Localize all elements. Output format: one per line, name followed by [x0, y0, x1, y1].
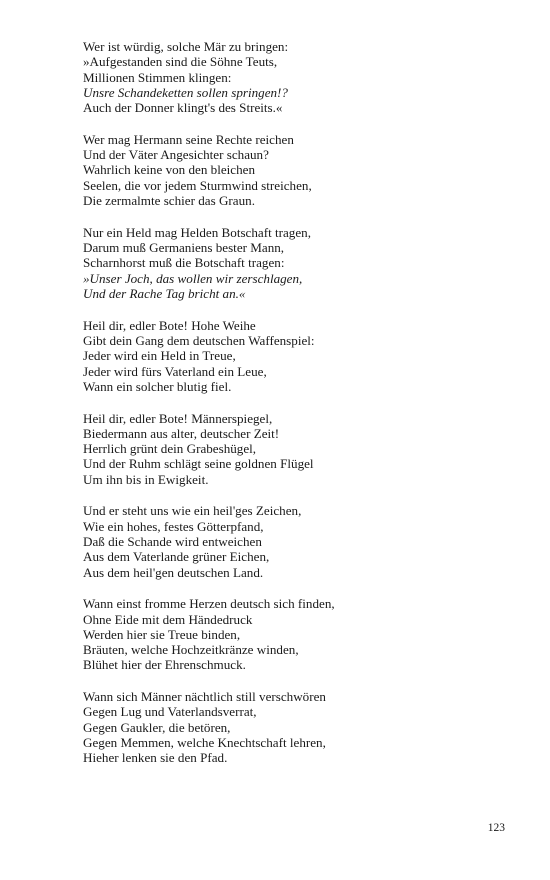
verse-line: Gibt dein Gang dem deutschen Waffenspiel: — [83, 332, 315, 348]
verse-line: Und der Väter Angesichter schaun? — [83, 147, 269, 163]
verse-line: Biedermann aus alter, deutscher Zeit! — [83, 425, 280, 441]
verse-line: Nur ein Held mag Helden Botschaft tragen, — [83, 224, 311, 240]
verse-line: Jeder wird ein Held in Treue, — [83, 348, 236, 364]
stanza — [83, 596, 503, 672]
verse-line: Bräuten, welche Hochzeitkränze winden, — [83, 642, 299, 658]
verse-line: Wer mag Hermann seine Rechte reichen — [83, 131, 294, 147]
verse-line: Daß die Schande wird entweichen — [83, 533, 262, 549]
verse-line: Und der Ruhm schlägt seine goldnen Flügel — [83, 456, 314, 472]
stanza — [83, 39, 503, 115]
verse-line: Scharnhorst muß die Botschaft tragen: — [83, 255, 285, 271]
verse-line: Heil dir, edler Bote! Hohe Weihe — [83, 317, 256, 333]
stanza — [83, 225, 503, 301]
stanza — [83, 689, 503, 765]
verse-line: Unsre Schandeketten sollen springen!? — [83, 84, 288, 100]
verse-line: Um ihn bis in Ewigkeit. — [83, 471, 209, 487]
stanza — [83, 318, 503, 394]
verse-line: Herrlich grünt dein Grabeshügel, — [83, 441, 257, 457]
verse-line: Werden hier sie Treue binden, — [83, 626, 241, 642]
verse-line: Hieher lenken sie den Pfad. — [83, 750, 228, 766]
verse-line: Seelen, die vor jedem Sturmwind streichen, — [83, 177, 312, 193]
verse-line: Aus dem Vaterlande grüner Eichen, — [83, 549, 270, 565]
verse-line: Wann ein solcher blutig fiel. — [83, 378, 232, 394]
verse-line: »Unser Joch, das wollen wir zerschlagen, — [83, 270, 303, 286]
verse-line: Gegen Lug und Vaterlandsverrat, — [83, 704, 257, 720]
verse-line: Blühet hier der Ehrenschmuck. — [83, 657, 246, 673]
page-number: 123 — [487, 822, 505, 834]
verse-line: Und der Rache Tag bricht an.« — [83, 285, 246, 301]
verse-line: Wann einst fromme Herzen deutsch sich finden, — [83, 596, 335, 612]
verse-line: Wer ist würdig, solche Mär zu bringen: — [83, 39, 289, 54]
verse-line: Gegen Memmen, welche Knechtschaft lehren, — [83, 735, 326, 751]
verse-line: Gegen Gaukler, die betören, — [83, 719, 231, 735]
verse-line: »Aufgestanden sind die Söhne Teuts, — [83, 54, 278, 70]
verse-line: Wann sich Männer nächtlich still verschwören — [83, 689, 326, 705]
verse-line: Darum muß Germaniens bester Mann, — [83, 240, 285, 256]
verse-line: Wahrlich keine von den bleichen — [83, 162, 256, 178]
stanza — [83, 411, 503, 487]
verse-line: Ohne Eide mit dem Händedruck — [83, 611, 253, 627]
verse-line: Wie ein hohes, festes Götterpfand, — [83, 518, 264, 534]
verse-line: Millionen Stimmen klingen: — [83, 69, 232, 85]
stanza — [83, 132, 503, 208]
stanza — [83, 503, 503, 579]
verse-line: Heil dir, edler Bote! Männerspiegel, — [83, 410, 273, 426]
verse-line: Die zermalmte schier das Graun. — [83, 193, 255, 209]
poem-body — [83, 39, 503, 782]
verse-line: Und er steht uns wie ein heil'ges Zeichen, — [83, 503, 302, 519]
verse-line: Auch der Donner klingt's des Streits.« — [83, 100, 283, 116]
verse-line: Jeder wird fürs Vaterland ein Leue, — [83, 363, 267, 379]
verse-line: Aus dem heil'gen deutschen Land. — [83, 564, 264, 580]
